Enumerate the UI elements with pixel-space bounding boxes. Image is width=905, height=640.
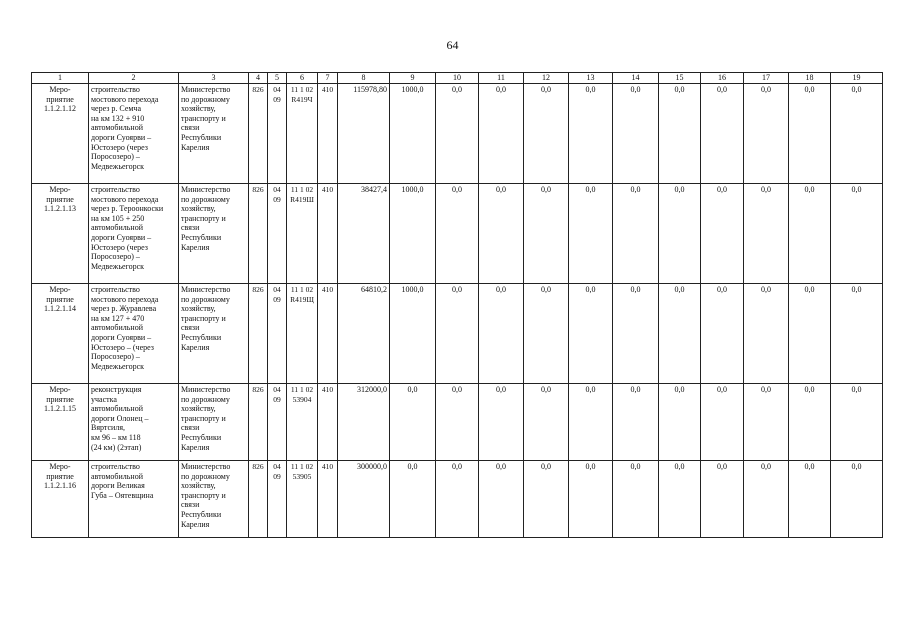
measure-id-cell: Меро- приятие 1.1.2.1.16 <box>32 461 89 538</box>
year-value-cell: 0,0 <box>524 461 569 538</box>
grbs-code-cell: 826 <box>249 284 268 384</box>
measure-name-cell: строительство автомобильной дороги Великая Губа – Оятевщина <box>89 461 179 538</box>
executor-cell: Министерство по дорожному хозяйству, транспорту и связи Республики Карелия <box>179 284 249 384</box>
year-value-cell: 0,0 <box>613 461 659 538</box>
column-number-2: 2 <box>89 73 179 84</box>
year-value-cell: 0,0 <box>479 184 524 284</box>
expense-type-cell: 410 <box>318 184 338 284</box>
column-number-8: 8 <box>338 73 390 84</box>
year-value-cell: 0,0 <box>701 84 744 184</box>
year-value-cell: 0,0 <box>789 461 831 538</box>
column-number-19: 19 <box>831 73 883 84</box>
year-value-cell: 1000,0 <box>390 184 436 284</box>
section-code-cell: 04 09 <box>268 184 287 284</box>
section-code-cell: 04 09 <box>268 284 287 384</box>
column-number-10: 10 <box>436 73 479 84</box>
year-value-cell: 0,0 <box>436 284 479 384</box>
table-row <box>32 384 883 461</box>
year-value-cell: 0,0 <box>524 284 569 384</box>
year-value-cell: 0,0 <box>744 384 789 461</box>
year-value-cell: 0,0 <box>659 184 701 284</box>
year-value-cell: 0,0 <box>789 384 831 461</box>
year-value-cell: 0,0 <box>744 184 789 284</box>
target-article-cell: 11 1 02 53905 <box>287 461 318 538</box>
expense-type-cell: 410 <box>318 84 338 184</box>
total-amount-cell: 64810,2 <box>338 284 390 384</box>
total-amount-cell: 115978,80 <box>338 84 390 184</box>
table-row <box>32 284 883 384</box>
measure-id-cell: Меро- приятие 1.1.2.1.15 <box>32 384 89 461</box>
year-value-cell: 0,0 <box>524 384 569 461</box>
year-value-cell: 0,0 <box>479 384 524 461</box>
grbs-code-cell: 826 <box>249 84 268 184</box>
grbs-code-cell: 826 <box>249 184 268 284</box>
measure-id-cell: Меро- приятие 1.1.2.1.12 <box>32 84 89 184</box>
grbs-code-cell: 826 <box>249 461 268 538</box>
year-value-cell: 0,0 <box>831 461 883 538</box>
table-row <box>32 461 883 538</box>
year-value-cell: 0,0 <box>479 461 524 538</box>
grbs-code-cell: 826 <box>249 384 268 461</box>
year-value-cell: 0,0 <box>744 284 789 384</box>
year-value-cell: 0,0 <box>390 384 436 461</box>
year-value-cell: 0,0 <box>789 184 831 284</box>
section-code-cell: 04 09 <box>268 461 287 538</box>
target-article-cell: 11 1 02 53904 <box>287 384 318 461</box>
column-number-6: 6 <box>287 73 318 84</box>
year-value-cell: 0,0 <box>524 84 569 184</box>
executor-cell: Министерство по дорожному хозяйству, транспорту и связи Республики Карелия <box>179 384 249 461</box>
measure-id-cell: Меро- приятие 1.1.2.1.14 <box>32 284 89 384</box>
year-value-cell: 0,0 <box>831 84 883 184</box>
year-value-cell: 0,0 <box>701 284 744 384</box>
year-value-cell: 0,0 <box>659 461 701 538</box>
budget-table <box>31 72 883 538</box>
year-value-cell: 0,0 <box>569 184 613 284</box>
year-value-cell: 0,0 <box>569 384 613 461</box>
year-value-cell: 0,0 <box>390 461 436 538</box>
measure-name-cell: реконструкция участка автомобильной дороги Олонец – Вяртсиля, км 96 – км 118 (24 км) (2этап) <box>89 384 179 461</box>
column-number-15: 15 <box>659 73 701 84</box>
executor-cell: Министерство по дорожному хозяйству, транспорту и связи Республики Карелия <box>179 84 249 184</box>
column-number-17: 17 <box>744 73 789 84</box>
year-value-cell: 0,0 <box>701 184 744 284</box>
year-value-cell: 0,0 <box>659 84 701 184</box>
total-amount-cell: 300000,0 <box>338 461 390 538</box>
year-value-cell: 0,0 <box>701 461 744 538</box>
target-article-cell: 11 1 02 R419Ч <box>287 84 318 184</box>
measure-id-cell: Меро- приятие 1.1.2.1.13 <box>32 184 89 284</box>
column-number-14: 14 <box>613 73 659 84</box>
year-value-cell: 1000,0 <box>390 84 436 184</box>
year-value-cell: 0,0 <box>436 384 479 461</box>
year-value-cell: 0,0 <box>831 184 883 284</box>
year-value-cell: 1000,0 <box>390 284 436 384</box>
column-number-row <box>32 73 883 84</box>
column-number-5: 5 <box>268 73 287 84</box>
year-value-cell: 0,0 <box>659 384 701 461</box>
measure-name-cell: строительство мостового перехода через р. Журавлева на км 127 + 470 автомобильной дороги Суоярви – Юстозеро – (через Поросозеро) – Медвежьегорск <box>89 284 179 384</box>
column-number-16: 16 <box>701 73 744 84</box>
year-value-cell: 0,0 <box>613 84 659 184</box>
executor-cell: Министерство по дорожному хозяйству, транспорту и связи Республики Карелия <box>179 461 249 538</box>
total-amount-cell: 38427,4 <box>338 184 390 284</box>
year-value-cell: 0,0 <box>436 184 479 284</box>
section-code-cell: 04 09 <box>268 384 287 461</box>
year-value-cell: 0,0 <box>789 84 831 184</box>
year-value-cell: 0,0 <box>436 84 479 184</box>
section-code-cell: 04 09 <box>268 84 287 184</box>
year-value-cell: 0,0 <box>569 84 613 184</box>
target-article-cell: 11 1 02 R419Щ <box>287 284 318 384</box>
year-value-cell: 0,0 <box>744 84 789 184</box>
year-value-cell: 0,0 <box>701 384 744 461</box>
year-value-cell: 0,0 <box>789 284 831 384</box>
year-value-cell: 0,0 <box>659 284 701 384</box>
total-amount-cell: 312000,0 <box>338 384 390 461</box>
measure-name-cell: строительство мостового перехода через р. Тероонкоски на км 105 + 250 автомобильной дороги Суоярви – Юстозеро (через Поросозеро) – Медвежьегорск <box>89 184 179 284</box>
year-value-cell: 0,0 <box>831 284 883 384</box>
year-value-cell: 0,0 <box>479 284 524 384</box>
year-value-cell: 0,0 <box>524 184 569 284</box>
page-number: 64 <box>446 38 459 52</box>
expense-type-cell: 410 <box>318 461 338 538</box>
column-number-13: 13 <box>569 73 613 84</box>
year-value-cell: 0,0 <box>613 284 659 384</box>
measure-name-cell: строительство мостового перехода через р. Семча на км 132 + 910 автомобильной дороги Суоярви – Юстозеро (через Поросозеро) – Медвежьегорск <box>89 84 179 184</box>
expense-type-cell: 410 <box>318 284 338 384</box>
column-number-1: 1 <box>32 73 89 84</box>
year-value-cell: 0,0 <box>613 184 659 284</box>
year-value-cell: 0,0 <box>479 84 524 184</box>
table-body <box>32 73 883 538</box>
column-number-18: 18 <box>789 73 831 84</box>
year-value-cell: 0,0 <box>613 384 659 461</box>
year-value-cell: 0,0 <box>436 461 479 538</box>
year-value-cell: 0,0 <box>569 284 613 384</box>
column-number-9: 9 <box>390 73 436 84</box>
column-number-12: 12 <box>524 73 569 84</box>
target-article-cell: 11 1 02 R419Ш <box>287 184 318 284</box>
column-number-11: 11 <box>479 73 524 84</box>
column-number-3: 3 <box>179 73 249 84</box>
executor-cell: Министерство по дорожному хозяйству, транспорту и связи Республики Карелия <box>179 184 249 284</box>
column-number-7: 7 <box>318 73 338 84</box>
expense-type-cell: 410 <box>318 384 338 461</box>
year-value-cell: 0,0 <box>744 461 789 538</box>
column-number-4: 4 <box>249 73 268 84</box>
table-row <box>32 84 883 184</box>
table-row <box>32 184 883 284</box>
year-value-cell: 0,0 <box>831 384 883 461</box>
year-value-cell: 0,0 <box>569 461 613 538</box>
